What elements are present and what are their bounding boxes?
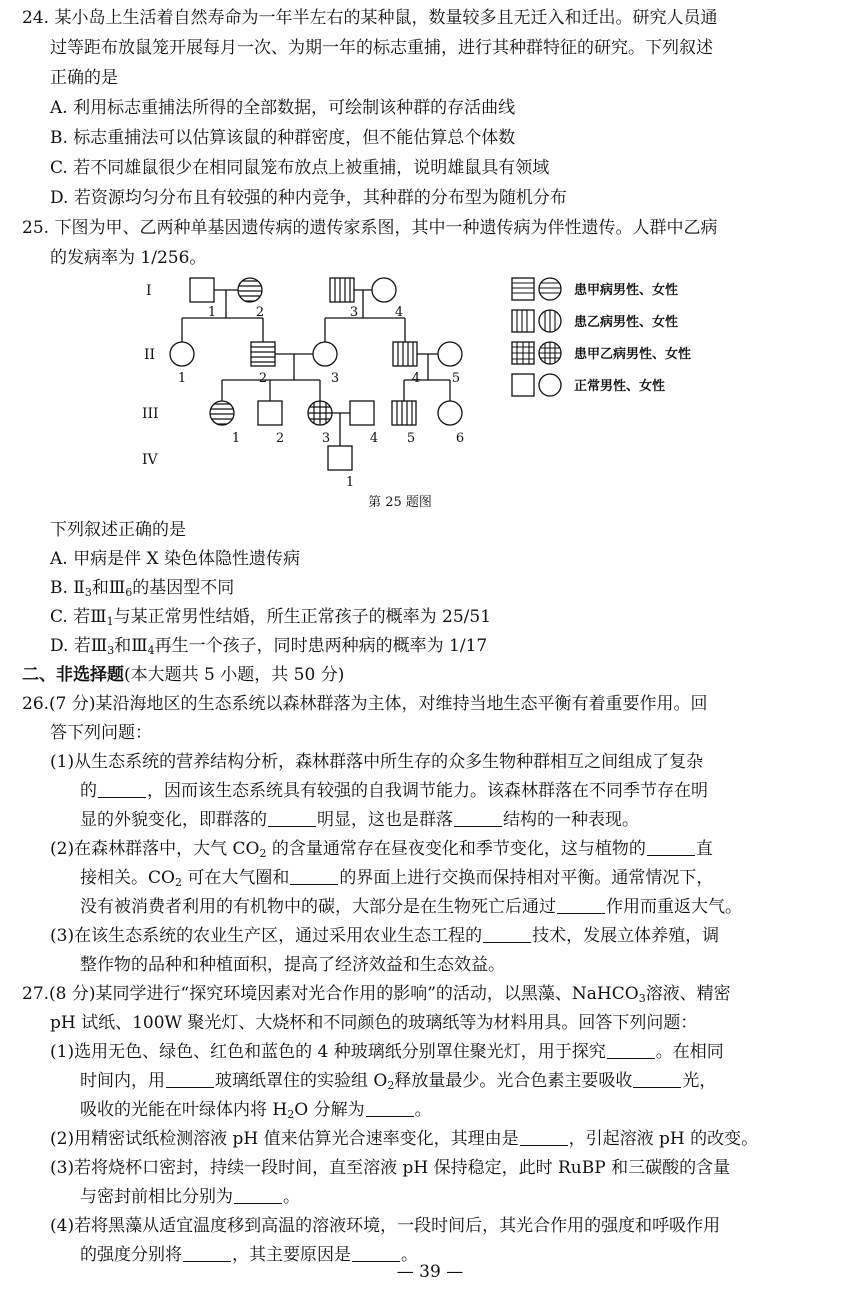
gen-label-IV: IV <box>142 452 158 468</box>
answer-blank[interactable] <box>366 1100 414 1117</box>
answer-blank[interactable] <box>183 1245 231 1262</box>
num-III-4: 4 <box>369 431 379 446</box>
answer-blank[interactable] <box>290 868 338 885</box>
gen-label-I: I <box>146 283 152 299</box>
legend-b-male-symbol <box>512 310 534 332</box>
pedigree-II-1-symbol <box>170 342 194 366</box>
num-II-4: 4 <box>411 371 421 386</box>
answer-blank[interactable] <box>607 1042 655 1059</box>
q26-part1-line-1: (1)从生态系统的营养结构分析，森林群落中所生存的众多生物种群相互之间组成了复杂 <box>50 752 704 772</box>
q24-stem-line-3: 正确的是 <box>50 68 118 88</box>
pedigree-I-2-symbol <box>238 278 262 302</box>
pedigree-II-3-symbol <box>313 342 337 366</box>
answer-blank[interactable] <box>647 839 695 856</box>
q25-option-a: A. 甲病是伴 X 染色体隐性遗传病 <box>50 549 300 569</box>
num-III-5: 5 <box>406 431 416 446</box>
q24-option-a: A. 利用标志重捕法所得的全部数据，可绘制该种群的存活曲线 <box>50 98 516 118</box>
pedigree-III-2-symbol <box>258 401 282 425</box>
answer-blank[interactable] <box>268 810 316 827</box>
q25-option-d: D. 若$Ⅲ_3$和$Ⅲ_4$再生一个孩子，同时患两种病的概率为 1/17 <box>50 636 488 657</box>
answer-blank[interactable] <box>520 1129 568 1146</box>
pedigree-I-4-symbol <box>372 278 396 302</box>
answer-blank[interactable] <box>352 1245 400 1262</box>
q27-stem-line-2: pH 试纸、100W 聚光灯、大烧杯和不同颜色的玻璃纸等为材料用具。回答下列问题： <box>50 1013 698 1033</box>
answer-blank[interactable] <box>166 1071 214 1088</box>
num-II-2: 2 <box>258 371 268 386</box>
pedigree-III-1-symbol <box>210 401 234 425</box>
answer-blank[interactable] <box>454 810 502 827</box>
num-I-4: 4 <box>394 305 404 320</box>
pedigree-IV-1-symbol <box>328 446 352 470</box>
legend-text-normal: 正常男性、女性 <box>574 379 666 394</box>
q25-stem-line-1: 25. 下图为甲、乙两种单基因遗传病的遗传家系图，其中一种遗传病为伴性遗传。人群中乙病 <box>22 218 718 238</box>
q25-prompt: 下列叙述正确的是 <box>50 520 186 540</box>
num-III-1: 1 <box>231 431 241 446</box>
q27-stem-line-1: 27.(8 分)某同学进行“探究环境因素对光合作用的影响”的活动，以黑藻、NaHCO$_3$溶液、精密 <box>22 984 731 1005</box>
q26-part1-line-3: 显的外貌变化，即群落的 明显，这也是群落 结构的一种表现。 <box>80 810 639 830</box>
q26-stem-line-1: 26.(7 分)某沿海地区的生态系统以森林群落为主体，对维持当地生态平衡有着重要作用。回 <box>22 694 708 714</box>
q26-part2-line-2: 接相关。$CO_2$ 可在大气圈和 的界面上进行交换而保持相对平衡。通常情况下， <box>80 868 714 889</box>
q27-part2-line-1: (2)用精密试纸检测溶液 pH 值来估算光合速率变化，其理由是 ，引起溶液 pH 的改变。 <box>50 1129 759 1149</box>
legend-text-a: 患甲病男性、女性 <box>574 283 679 298</box>
gen-label-III: III <box>142 406 159 422</box>
q26-part3-line-2: 整作物的品种和种植面积，提高了经济效益和生态效益。 <box>80 955 505 975</box>
section-2-heading: 二、非选择题(本大题共 5 小题，共 50 分) <box>22 665 345 685</box>
q24-option-b: B. 标志重捕法可以估算该鼠的种群密度，但不能估算总个体数 <box>50 128 516 148</box>
answer-blank[interactable] <box>98 781 146 798</box>
legend-normal-male-symbol <box>512 374 534 396</box>
q24-option-c: C. 若不同雄鼠很少在相同鼠笼布放点上被重捕，说明雄鼠具有领域 <box>50 158 550 178</box>
q24-option-d: D. 若资源均匀分布且有较强的种内竞争，其种群的分布型为随机分布 <box>50 188 567 208</box>
num-II-5: 5 <box>451 371 461 386</box>
num-III-3: 3 <box>321 431 331 446</box>
q24-stem-line-2: 过等距布放鼠笼开展每月一次、为期一年的标志重捕，进行其种群特征的研究。下列叙述 <box>50 38 713 58</box>
num-I-1: 1 <box>207 305 217 320</box>
pedigree-III-4-symbol <box>350 401 374 425</box>
q27-part1-line-3: 吸收的光能在叶绿体内将 $H_2O$ 分解为 。 <box>80 1100 432 1121</box>
answer-blank[interactable] <box>483 926 531 943</box>
q27-part1-line-2: 时间内，用 玻璃纸罩住的实验组 $O_2$释放量最少。光合色素主要吸收 光， <box>80 1071 717 1092</box>
answer-blank[interactable] <box>234 1187 282 1204</box>
figure-caption: 第 25 题图 <box>368 495 432 510</box>
pedigree-III-6-symbol <box>438 401 462 425</box>
q27-part4-line-1: (4)若将黑藻从适宜温度移到高温的溶液环境，一段时间后，其光合作用的强度和呼吸作用 <box>50 1216 721 1236</box>
pedigree-figure <box>140 268 740 518</box>
legend-a-male-symbol <box>512 278 534 300</box>
num-I-3: 3 <box>349 305 359 320</box>
answer-blank[interactable] <box>557 897 605 914</box>
q27-part1-line-1: (1)选用无色、绿色、红色和蓝色的 4 种玻璃纸分别罩住聚光灯，用于探究 。在相同 <box>50 1042 724 1062</box>
q25-option-c: C. 若$Ⅲ_1$与某正常男性结婚，所生正常孩子的概率为 25/51 <box>50 607 492 628</box>
q26-part2-line-3: 没有被消费者利用的有机物中的碳，大部分是在生物死亡后通过 作用而重返大气。 <box>80 897 742 917</box>
num-II-3: 3 <box>330 371 340 386</box>
q27-part4-line-2: 的强度分别将 ，其主要原因是 。 <box>80 1245 418 1265</box>
q27-part3-line-1: (3)若将烧杯口密封，持续一段时间，直至溶液 pH 保持稳定，此时 RuBP 和三碳酸的含量 <box>50 1158 731 1178</box>
q26-stem-line-2: 答下列问题： <box>50 723 152 743</box>
q26-part2-line-1: (2)在森林群落中，大气 $CO_2$ 的含量通常存在昼夜变化和季节变化，这与植物的 直 <box>50 839 713 860</box>
page-number: — 39 — <box>396 1262 464 1282</box>
num-III-2: 2 <box>275 431 285 446</box>
num-III-6: 6 <box>455 431 465 446</box>
gen-label-II: II <box>144 347 156 363</box>
q27-part3-line-2: 与密封前相比分别为 。 <box>80 1187 300 1207</box>
num-II-1: 1 <box>177 371 187 386</box>
legend-normal-female-symbol <box>539 374 561 396</box>
pedigree-II-5-symbol <box>438 342 462 366</box>
q25-stem-line-2: 的发病率为 1/256。 <box>50 248 207 268</box>
num-I-2: 2 <box>255 305 265 320</box>
num-IV-1: 1 <box>345 475 355 490</box>
legend-text-b: 患乙病男性、女性 <box>574 315 679 330</box>
q26-part1-line-2: 的 ，因而该生态系统具有较强的自我调节能力。该森林群落在不同季节存在明 <box>80 781 708 801</box>
answer-blank[interactable] <box>633 1071 681 1088</box>
q25-option-b: B. $Ⅱ_3$和$Ⅲ_6$的基因型不同 <box>50 578 235 599</box>
q26-part3-line-1: (3)在该生态系统的农业生产区，通过采用农业生态工程的 技术，发展立体养殖，调 <box>50 926 720 946</box>
q24-stem-line-1: 24. 某小岛上生活着自然寿命为一年半左右的某种鼠，数量较多且无迁入和迁出。研究人员通 <box>22 8 718 28</box>
legend-text-ab: 患甲乙病男性、女性 <box>574 347 692 362</box>
pedigree-I-1-symbol <box>190 278 214 302</box>
legend-a-female-symbol <box>539 278 561 300</box>
